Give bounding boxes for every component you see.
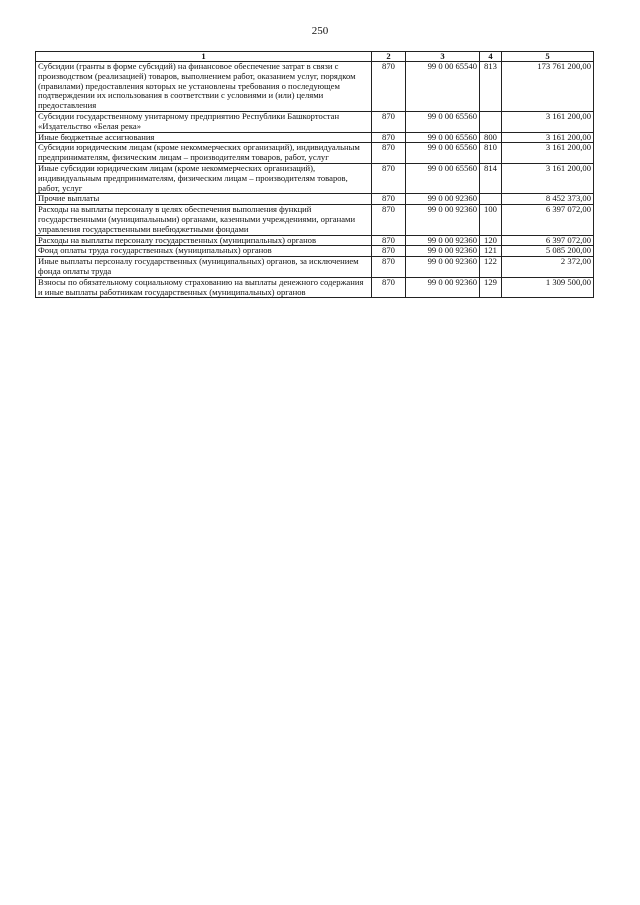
table-row xyxy=(36,62,594,112)
row-vr: 810 xyxy=(480,143,502,164)
row-amount: 6 397 072,00 xyxy=(502,235,594,246)
row-name: Фонд оплаты труда государственных (муниципальных) органов xyxy=(36,246,372,257)
row-vr: 800 xyxy=(480,132,502,143)
header-col-1: 1 xyxy=(36,52,372,62)
row-amount: 8 452 373,00 xyxy=(502,194,594,205)
row-name: Иные выплаты персоналу государственных (муниципальных) органов, за исключением фонда оплаты труда xyxy=(36,257,372,278)
row-name: Расходы на выплаты персоналу государственных (муниципальных) органов xyxy=(36,235,372,246)
budget-table xyxy=(35,51,594,298)
table-row xyxy=(36,111,594,132)
page-number: 250 xyxy=(311,25,329,37)
row-ministry: 870 xyxy=(372,257,406,278)
row-ministry: 870 xyxy=(372,143,406,164)
row-target: 99 0 00 65560 xyxy=(406,132,480,143)
table-row xyxy=(36,246,594,257)
row-vr: 100 xyxy=(480,205,502,235)
row-vr: 813 xyxy=(480,62,502,112)
row-ministry: 870 xyxy=(372,111,406,132)
table-row xyxy=(36,235,594,246)
table-row xyxy=(36,163,594,193)
row-vr: 120 xyxy=(480,235,502,246)
row-name: Иные субсидии юридическим лицам (кроме некоммерческих организаций), индивидуальным предпринимателям, физическим лицам – производителям товаров, работ, услуг xyxy=(36,163,372,193)
row-name: Взносы по обязательному социальному страхованию на выплаты денежного содержания и иные выплаты работникам государственных (муниципальных) органов xyxy=(36,277,372,298)
row-amount: 3 161 200,00 xyxy=(502,163,594,193)
row-amount: 3 161 200,00 xyxy=(502,111,594,132)
row-amount: 2 372,00 xyxy=(502,257,594,278)
row-ministry: 870 xyxy=(372,194,406,205)
table-row xyxy=(36,277,594,298)
row-ministry: 870 xyxy=(372,235,406,246)
row-ministry: 870 xyxy=(372,163,406,193)
row-name: Расходы на выплаты персоналу в целях обеспечения выполнения функций государственными (муниципальными) органами, казенными учреждениями, органами управления государственными внебюджетными фондами xyxy=(36,205,372,235)
row-ministry: 870 xyxy=(372,205,406,235)
header-col-2: 2 xyxy=(372,52,406,62)
row-amount: 1 309 500,00 xyxy=(502,277,594,298)
row-target: 99 0 00 92360 xyxy=(406,277,480,298)
row-amount: 3 161 200,00 xyxy=(502,143,594,164)
row-ministry: 870 xyxy=(372,246,406,257)
row-name: Субсидии государственному унитарному предприятию Республики Башкортостан «Издательство «Белая река» xyxy=(36,111,372,132)
row-name: Субсидии (гранты в форме субсидий) на финансовое обеспечение затрат в связи с производством (реализацией) товаров, выполнением работ, оказанием услуг, порядком (правилами) предоставления которых не установлены требования о последующем подтверждении их использования в соответствии с условиями и (или) целями предоставления xyxy=(36,62,372,112)
row-amount: 6 397 072,00 xyxy=(502,205,594,235)
row-amount: 3 161 200,00 xyxy=(502,132,594,143)
table-row xyxy=(36,132,594,143)
row-ministry: 870 xyxy=(372,277,406,298)
row-target: 99 0 00 92360 xyxy=(406,257,480,278)
table-row xyxy=(36,194,594,205)
row-target: 99 0 00 92360 xyxy=(406,205,480,235)
row-target: 99 0 00 92360 xyxy=(406,194,480,205)
row-target: 99 0 00 65560 xyxy=(406,143,480,164)
row-ministry: 870 xyxy=(372,132,406,143)
row-name: Иные бюджетные ассигнования xyxy=(36,132,372,143)
row-vr xyxy=(480,194,502,205)
table-row xyxy=(36,143,594,164)
header-col-4: 4 xyxy=(480,52,502,62)
row-target: 99 0 00 92360 xyxy=(406,246,480,257)
row-ministry: 870 xyxy=(372,62,406,112)
row-target: 99 0 00 65560 xyxy=(406,163,480,193)
row-vr: 121 xyxy=(480,246,502,257)
table-header-row xyxy=(36,52,594,62)
row-name: Субсидии юридическим лицам (кроме некоммерческих организаций), индивидуальным предпринимателям, физическим лицам – производителям товаров, работ, услуг xyxy=(36,143,372,164)
row-amount: 173 761 200,00 xyxy=(502,62,594,112)
row-amount: 5 085 200,00 xyxy=(502,246,594,257)
table-row xyxy=(36,205,594,235)
row-vr: 122 xyxy=(480,257,502,278)
row-target: 99 0 00 65540 xyxy=(406,62,480,112)
row-vr: 129 xyxy=(480,277,502,298)
row-target: 99 0 00 92360 xyxy=(406,235,480,246)
row-target: 99 0 00 65560 xyxy=(406,111,480,132)
header-col-3: 3 xyxy=(406,52,480,62)
row-name: Прочие выплаты xyxy=(36,194,372,205)
table-row xyxy=(36,257,594,278)
row-vr: 814 xyxy=(480,163,502,193)
row-vr xyxy=(480,111,502,132)
header-col-5: 5 xyxy=(502,52,594,62)
